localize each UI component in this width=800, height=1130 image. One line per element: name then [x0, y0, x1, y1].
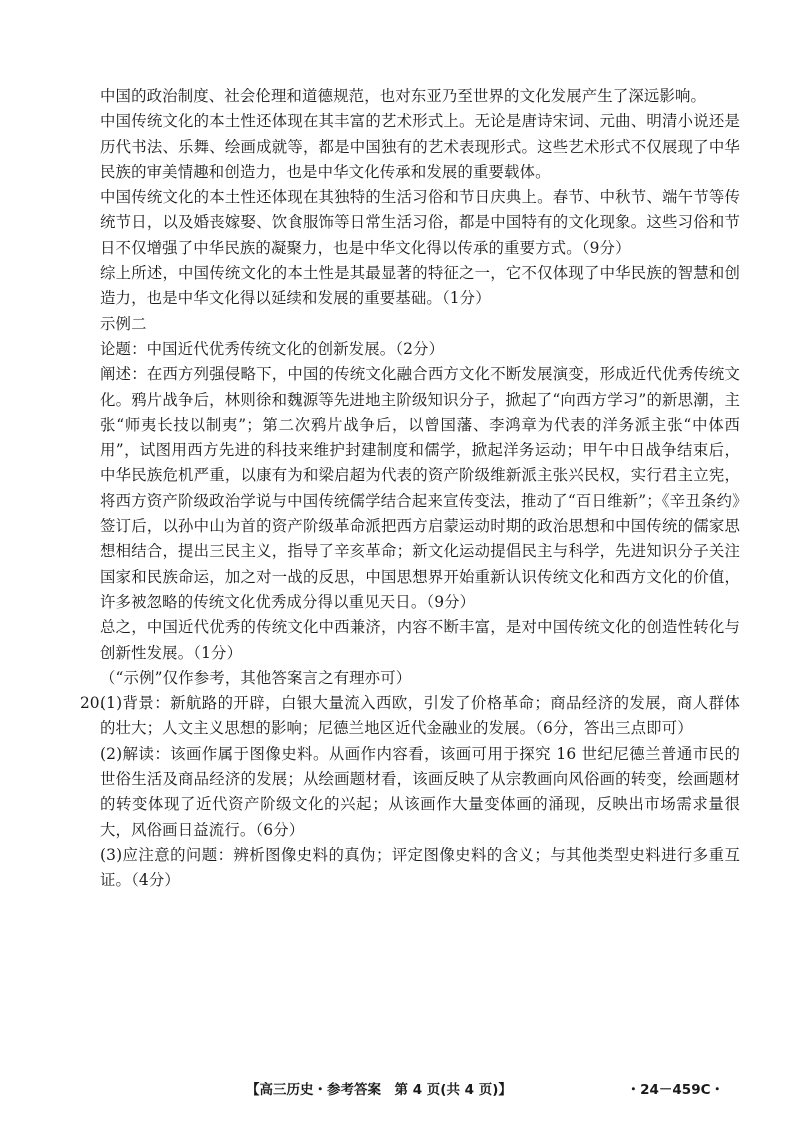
answer-content — [80, 84, 740, 894]
conclusion-paragraph: 总之，中国近代优秀的传统文化中西兼济，内容不断丰富，是对中国传统文化的创造性转化与创新性发展。（1分） — [100, 618, 740, 662]
question-part-2: (2)解读：该画作属于图像史料。从画作内容看，该画可用于探究 16 世纪尼德兰普通市民的世俗生活及商品经济的发展；从绘画题材看，该画反映了从宗教画向风俗画的转变，绘画题材的转变体现了近代资产阶级文化的兴起；从该画作大量变体画的涌现，反映出市场需求量很大，风俗画日益流行。（6分） — [100, 744, 740, 839]
example-heading: 示例二 — [100, 314, 147, 333]
elaboration-paragraph: 阐述：在西方列强侵略下，中国的传统文化融合西方文化不断发展演变，形成近代优秀传统文化。鸦片战争后，林则徐和魏源等先进地主阶级知识分子，掀起了“向西方学习”的新思潮，主张“师夷长技以制夷”；第二次鸦片战争后，以曾国藩、李鸿章为代表的洋务派主张“中体西用”，试图用西方先进的科技来维护封建制度和儒学，掀起洋务运动；甲午中日战争结束后，中华民族危机严重，以康有为和梁启超为代表的资产阶级维新派主张兴民权，实行君主立宪，将西方资产阶级政治学说与中国传统儒学结合起来宣传变法，推动了“百日维新”；《辛丑条约》签订后，以孙中山为首的资产阶级革命派把西方启蒙运动时期的政治思想和中国传统的儒家思想相结合，提出三民主义，指导了辛亥革命；新文化运动提倡民主与科学，先进知识分子关注国家和民族命运，加之对一战的反思，中国思想界开始重新认识传统文化和西方文化的价值，许多被忽略的传统文化优秀成分得以重见天日。（9分） — [100, 365, 740, 611]
paragraph: 中国传统文化的本土性还体现在其丰富的艺术形式上。无论是唐诗宋词、元曲、明清小说还是历代书法、乐舞、绘画成就等，都是中国独有的艺术表现形式。这些艺术形式不仅展现了中华民族的审美情趣和创造力，也是中华文化传承和发展的重要载体。 — [100, 112, 740, 181]
question-number: 20. — [80, 694, 105, 713]
thesis-line: 论题：中国近代优秀传统文化的创新发展。（2分） — [100, 339, 445, 358]
question-20 — [80, 691, 740, 893]
question-part-1: (1)背景：新航路的开辟，白银大量流入西欧，引发了价格革命；商品经济的发展，商人群体的壮大；人文主义思想的影响；尼德兰地区近代金融业的发展。（6分，答出三点即可） — [100, 694, 740, 738]
footer-page-info: 【高三历史・参考答案 第 4 页(共 4 页)】 — [246, 1082, 512, 1098]
paragraph: 中国传统文化的本土性还体现在其独特的生活习俗和节日庆典上。春节、中秋节、端午节等传统节日，以及婚丧嫁娶、饮食服饰等日常生活习俗，都是中国特有的文化现象。这些习俗和节日不仅增强了中华民族的凝聚力，也是中华文化得以传承的重要方式。（9分） — [100, 188, 740, 257]
paragraph: 中国的政治制度、社会伦理和道德规范，也对东亚乃至世界的文化发展产生了深远影响。 — [100, 87, 707, 105]
note-line: （“示例”仅作参考，其他答案言之有理亦可） — [100, 668, 412, 687]
question-part-3: (3)应注意的问题：辨析图像史料的真伪；评定图像史料的含义；与其他类型史料进行多重互证。（4分） — [100, 845, 740, 890]
page-footer — [0, 1078, 800, 1102]
footer-code: ・24－459C・ — [626, 1082, 724, 1098]
paragraph: 综上所述，中国传统文化的本土性是其最显著的特征之一，它不仅体现了中华民族的智慧和创造力，也是中华文化得以延续和发展的重要基础。（1分） — [100, 264, 740, 308]
